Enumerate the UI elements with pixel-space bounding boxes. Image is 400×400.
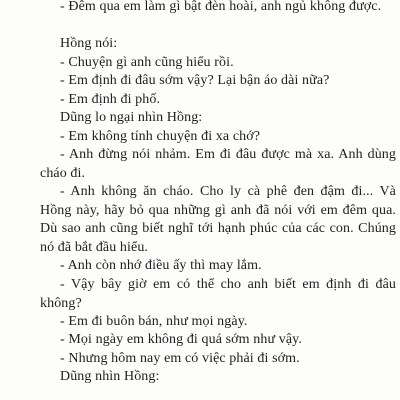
- paragraph-15: Dũng nhìn Hồng:: [60, 369, 160, 384]
- paragraph-2: Hồng nói:: [60, 36, 118, 51]
- paragraph-14: - Nhưng hôm nay em có việc phải đi sớm.: [60, 351, 300, 366]
- paragraph-11: - Vậy bây giờ em có thể cho anh biết em định đi đâu không?: [40, 277, 396, 311]
- paragraph-9: - Anh không ăn cháo. Cho ly cà phê đen đậm đi... Và Hồng này, hãy bỏ qua những gì anh đã nói với em đêm qua. Dù sao anh cũng biết nghĩ tới hạnh phúc của các con. Chúng nó đã bắt đầu hiểu.: [40, 184, 396, 255]
- paragraph-8: - Anh đừng nói nhảm. Em đi đâu được mà xa. Anh dùng cháo đi.: [40, 147, 396, 181]
- paragraph-4: - Em định đi đâu sớm vậy? Lại bận áo dài nữa?: [60, 73, 330, 88]
- paragraph-7: - Em không tính chuyện đi xa chớ?: [60, 129, 261, 144]
- paragraph-5: - Em định đi phố.: [60, 92, 161, 107]
- paragraph-10: - Anh còn nhớ điều ấy thì may lắm.: [60, 258, 262, 273]
- paragraph-12: - Em đi buôn bán, như mọi ngày.: [60, 314, 248, 329]
- paragraph-1: - Đêm qua em làm gì bật đèn hoài, anh ngủ không được.: [60, 0, 382, 14]
- paragraph-3: - Chuyện gì anh cũng hiểu rồi.: [60, 55, 234, 70]
- paragraph-6: Dũng lo ngại nhìn Hồng:: [60, 110, 203, 125]
- paragraph-13: - Mọi ngày em không đi quá sớm như vậy.: [60, 332, 302, 347]
